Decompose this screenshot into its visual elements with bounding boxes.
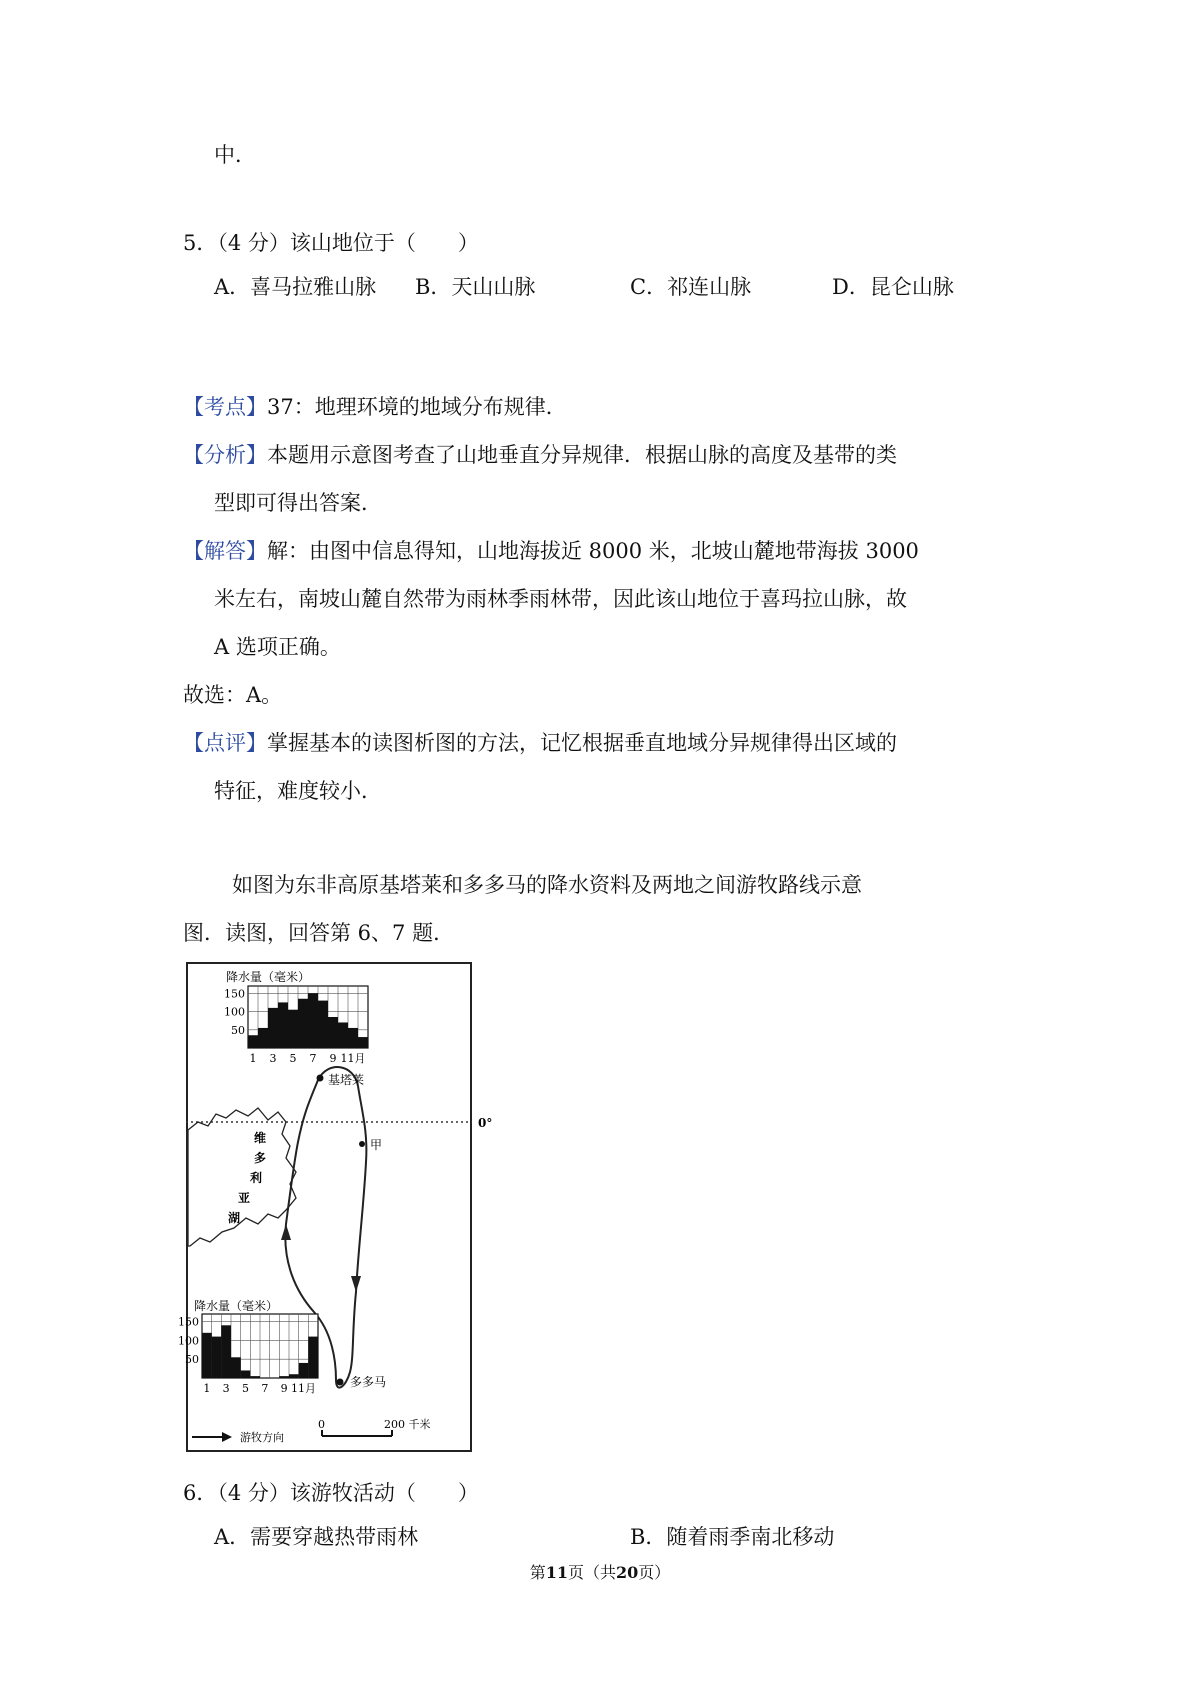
chart-bar — [348, 1028, 358, 1048]
scale-start-label: 0 — [318, 1418, 325, 1431]
chart-y-tick-label: 50 — [231, 1023, 245, 1037]
footer-total-pages: 20 — [616, 1563, 639, 1582]
footer-suffix: 页） — [638, 1563, 671, 1582]
chart-x-tick-label: 5 — [242, 1382, 249, 1395]
lake-char: 维 — [254, 1131, 267, 1145]
bottom-chart-label: 降水量（毫米） — [194, 1299, 279, 1313]
legend-label: 游牧方向 — [240, 1431, 284, 1444]
chart-x-tick-label: 5 — [289, 1052, 297, 1065]
kitale-dot — [317, 1075, 324, 1082]
lake-char: 利 — [250, 1171, 263, 1185]
chart-y-tick-label: 50 — [185, 1353, 199, 1367]
chart-bar — [268, 1008, 278, 1048]
chart-x-tick-label: 1 — [249, 1052, 257, 1065]
guxuan-line: 故选：A。 — [183, 683, 283, 707]
q5-option-a: A．喜马拉雅山脉 — [214, 275, 377, 299]
chart-bar — [241, 1370, 251, 1378]
chart-x-tick-label: 11月 — [291, 1382, 316, 1395]
q6-stem: 6．（4 分）该游牧活动（ ） — [183, 1481, 479, 1505]
jieda-line3: A 选项正确。 — [214, 635, 341, 659]
chart-bar — [250, 1376, 260, 1378]
q5-option-d: D．昆仑山脉 — [832, 275, 954, 299]
point-jia-label: 甲 — [370, 1138, 383, 1152]
scale-end-label: 200 千米 — [384, 1418, 431, 1431]
chart-x-tick-label: 7 — [261, 1382, 269, 1395]
q5-option-c: C．祁连山脉 — [630, 275, 752, 299]
fenxi-line1 — [183, 440, 897, 470]
q5-stem: 5．（4 分）该山地位于（ ） — [183, 231, 479, 255]
chart-x-tick-label: 3 — [222, 1382, 230, 1395]
chart-bar — [258, 1028, 268, 1048]
footer-prefix: 第 — [529, 1563, 546, 1582]
jieda-line1 — [183, 536, 919, 566]
city-south-label: 多多马 — [350, 1375, 387, 1389]
lake-char: 多 — [254, 1151, 267, 1165]
dianping-line2: 特征，难度较小． — [214, 779, 382, 803]
fenxi-tag: 【分析】 — [183, 443, 267, 467]
bottom-y-ticks — [178, 1316, 199, 1367]
intro-line1: 如图为东非高原基塔莱和多多马的降水资料及两地之间游牧路线示意 — [232, 873, 862, 897]
jieda-line2: 米左右，南坡山麓自然带为雨林季雨林带，因此该山地位于喜玛拉山脉，故 — [214, 587, 907, 611]
chart-x-tick-label: 9 — [329, 1052, 337, 1065]
chart-bar — [278, 1002, 288, 1048]
chart-y-tick-label: 150 — [178, 1315, 199, 1329]
chart-bar — [289, 1374, 299, 1378]
q6-option-a: A．需要穿越热带雨林 — [214, 1525, 419, 1549]
chart-y-tick-label: 150 — [224, 987, 245, 1001]
chart-bar — [279, 1376, 289, 1378]
chart-x-tick-label: 1 — [203, 1382, 211, 1395]
equator-label: 0° — [478, 1116, 493, 1130]
dodoma-dot — [337, 1379, 344, 1386]
chart-bar — [318, 1001, 328, 1048]
chart-bar — [308, 993, 318, 1048]
city-north-label: 基塔莱 — [328, 1073, 365, 1087]
kaodian-text: 37：地理环境的地域分布规律． — [267, 395, 567, 419]
chart-bar — [212, 1337, 222, 1378]
page-footer — [0, 1562, 1200, 1584]
carry-over-text: 中． — [214, 143, 256, 167]
lake-char: 亚 — [238, 1191, 251, 1205]
fenxi-line2: 型即可得出答案． — [214, 491, 382, 515]
lake-char: 湖 — [228, 1211, 241, 1225]
chart-bar — [308, 1337, 318, 1378]
chart-x-tick-label: 3 — [269, 1052, 277, 1065]
q6-option-b: B．随着雨季南北移动 — [630, 1525, 835, 1549]
kaodian-line — [183, 392, 567, 422]
jieda-text1: 解：由图中信息得知，山地海拔近 8000 米，北坡山麓地带海拔 3000 — [267, 539, 919, 563]
chart-y-tick-label: 100 — [178, 1334, 199, 1348]
footer-mid: 页（共 — [567, 1563, 616, 1582]
footer-page-number: 11 — [545, 1563, 568, 1582]
chart-bar — [338, 1022, 348, 1048]
top-rainfall-chart — [248, 986, 368, 1048]
chart-bar — [202, 1333, 212, 1378]
chart-bar — [248, 1035, 258, 1048]
dianping-line1 — [183, 728, 897, 758]
chart-x-tick-label: 9 — [280, 1382, 288, 1395]
jieda-tag: 【解答】 — [183, 539, 267, 563]
chart-bar — [231, 1357, 241, 1378]
dianping-text1: 掌握基本的读图析图的方法，记忆根据垂直地域分异规律得出区域的 — [267, 731, 897, 755]
intro-line2: 图．读图，回答第 6、7 题． — [183, 921, 455, 945]
jia-dot — [359, 1141, 365, 1147]
fenxi-text1: 本题用示意图考查了山地垂直分异规律．根据山脉的高度及基带的类 — [267, 443, 897, 467]
pastoral-route-figure — [178, 962, 493, 1452]
chart-bar — [299, 1363, 309, 1378]
chart-bar — [358, 1037, 368, 1048]
bottom-rainfall-chart — [202, 1314, 318, 1378]
chart-bar — [288, 1010, 298, 1048]
chart-bar — [298, 999, 308, 1048]
chart-bar — [328, 1017, 338, 1048]
kaodian-tag: 【考点】 — [183, 395, 267, 419]
chart-y-tick-label: 100 — [224, 1005, 245, 1019]
top-chart-label: 降水量（毫米） — [226, 970, 311, 984]
dianping-tag: 【点评】 — [183, 731, 267, 755]
q5-option-b: B．天山山脉 — [415, 275, 536, 299]
chart-x-tick-label: 11月 — [340, 1052, 366, 1065]
chart-x-tick-label: 7 — [309, 1052, 317, 1065]
chart-bar — [221, 1325, 231, 1378]
